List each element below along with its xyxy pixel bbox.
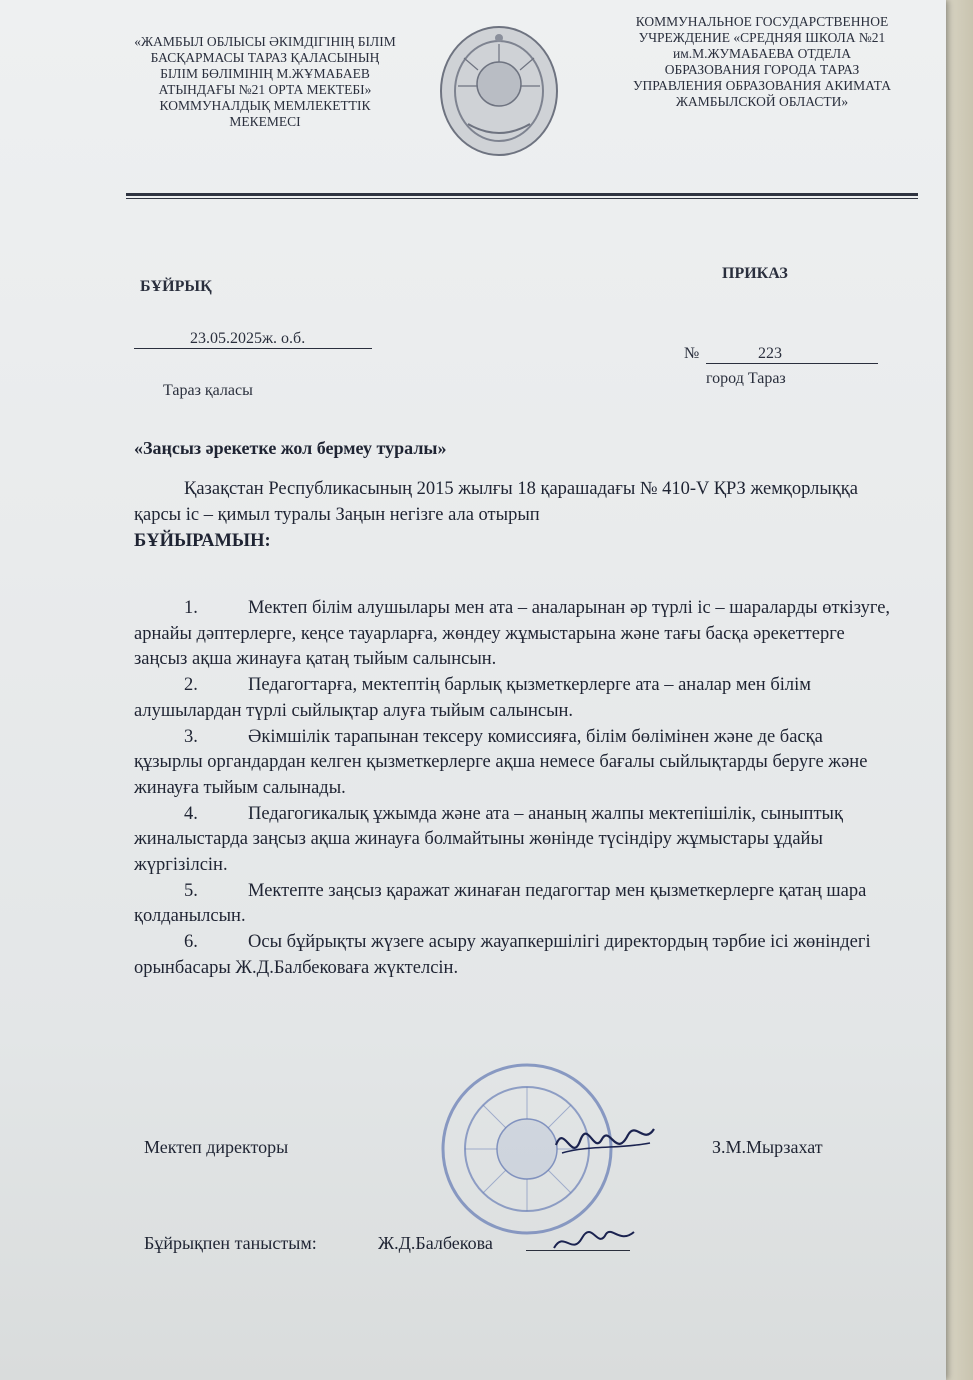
list-item: 1. Мектеп білім алушылары мен ата – аналарынан әр түрлі іс – шараларды өткізуге, арнайы дәптерлерге, кеңсе тауарларға, жөндеу жұмыстарына және тағы басқа әрекеттерге заңсыз ақша жинауға қатаң тыйым салынсын. (134, 598, 891, 670)
title-russian: ПРИКАЗ (722, 265, 788, 282)
order-body (134, 476, 894, 554)
header-org-russian: КОММУНАЛЬНОЕ ГОСУДАРСТВЕННОЕ УЧРЕЖДЕНИЕ «СРЕДНЯЯ ШКОЛА №21 им.М.ЖУМАБАЕВА ОТДЕЛА ОБРАЗОВАНИЯ ГОРОДА ТАРАЗ УПРАВЛЕНИЯ ОБРАЗОВАНИЯ АКИМАТА ЖАМБЫЛСКОЙ ОБЛАСТИ» (633, 14, 891, 109)
acknowledged-name: Ж.Д.Балбекова (378, 1233, 493, 1253)
list-item: 6. Осы бұйрықты жүзеге асыру жауапкершілігі директордың тәрбие ісі жөніндегі орынбасары Ж.Д.Балбековаға жүктелсін. (134, 932, 871, 978)
preamble: Қазақстан Республикасының 2015 жылғы 18 қарашадағы № 410-V ҚРЗ жемқорлыққа қарсы іс – қимыл туралы Заңын негізге ала отырып (134, 479, 859, 525)
title-kazakh: БҰЙРЫҚ (140, 278, 212, 295)
order-word: БҰЙЫРАМЫН: (134, 531, 271, 551)
list-item: 3. Әкімшілік тарапынан тексеру комиссияға, білім бөлімінен және де басқа құзырлы органдардан келген қызметкерлерге ақша немесе бағалы сыйлықтарды беруге және жинауға тыйым салынады. (134, 726, 868, 798)
acknowledged-label: Бұйрықпен таныстым: (144, 1233, 317, 1253)
acknowledgement-signature-icon (548, 1222, 638, 1262)
director-signature-icon (550, 1115, 660, 1175)
order-items (134, 596, 894, 982)
list-item: 5. Мектепте заңсыз қаражат жинаған педагогтар мен қызметкерлерге қатаң шара қолданылсын. (134, 880, 867, 927)
order-date: 23.05.2025ж. о.б. (134, 330, 372, 349)
header-org-kazakh: «ЖАМБЫЛ ОБЛЫСЫ ӘКІМДІГІНІҢ БІЛІМ БАСҚАРМАСЫ ТАРАЗ ҚАЛАСЫНЫҢ БІЛІМ БӨЛІМІНІҢ М.ЖҰМАБАЕВ АТЫНДАҒЫ №21 ОРТА МЕКТЕБІ» КОММУНАЛДЫҚ МЕМЛЕКЕТТІК МЕКЕМЕСІ (134, 34, 396, 129)
order-subject: «Заңсыз әрекетке жол бермеу туралы» (134, 438, 447, 458)
list-item: 4. Педагогикалық ұжымда және ата – ананың жалпы мектепішілік, сыныптық жиналыстарда заңсыз ақша жинауға болмайтыны жөнінде түсіндіру жұмыстары ұдайы жүргізілсін. (134, 803, 843, 876)
number-label: № (684, 345, 700, 362)
list-item: 2. Педагогтарға, мектептің барлық қызметкерлерге ата – аналар мен білім алушылардан түрлі сыйлықтар алуға тыйым салынсын. (134, 675, 811, 721)
director-label: Мектеп директоры (144, 1137, 289, 1157)
header-divider-thin (126, 198, 918, 199)
kazakhstan-emblem-icon (438, 24, 560, 158)
city-russian: город Тараз (706, 370, 786, 387)
order-number: 223 (706, 345, 878, 364)
city-kazakh: Тараз қаласы (163, 382, 253, 399)
director-name: З.М.Мырзахат (712, 1137, 823, 1157)
header-divider (126, 193, 918, 196)
